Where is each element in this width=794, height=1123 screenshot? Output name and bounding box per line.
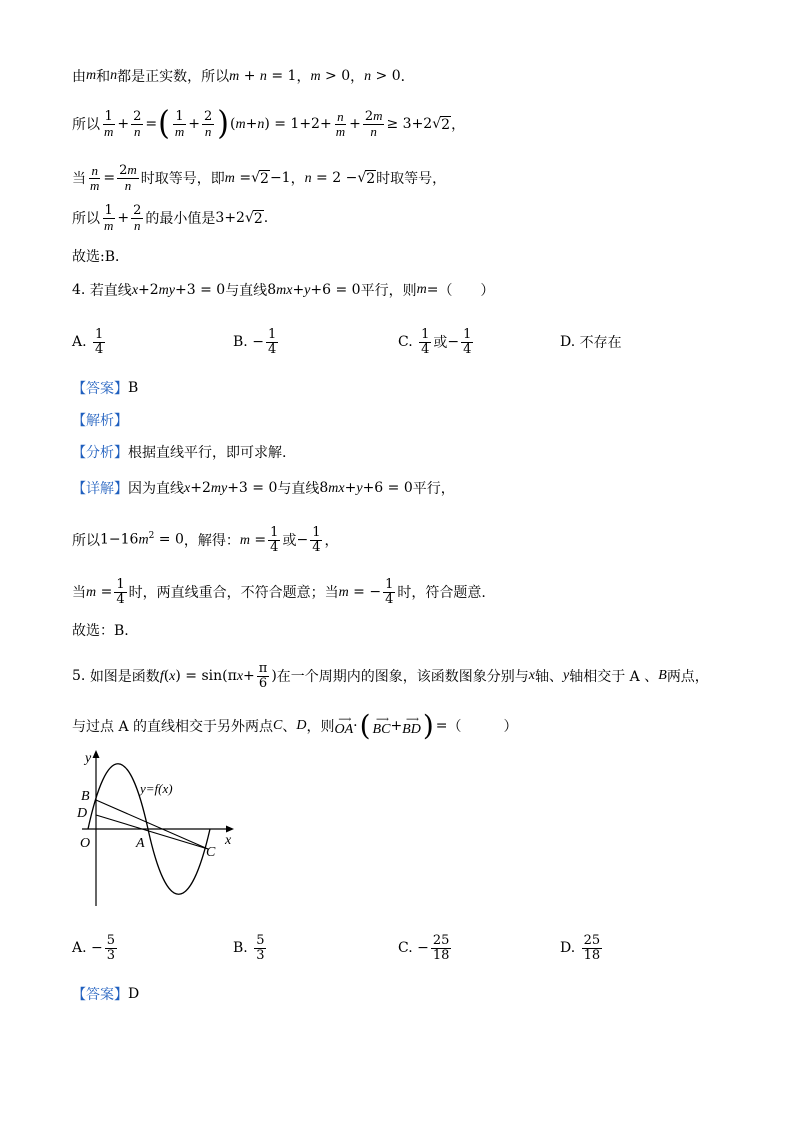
answer: D (128, 986, 140, 1002)
text-line-3: 当 $\frac{n}{m}$ = $\frac{2m}{n}$ 时取等号，即 m = √ 2 −1 ， n = 2 − √ 2 时取等号， (72, 162, 447, 193)
option-a[interactable]: A. $\frac{1}{4}$ (72, 326, 104, 357)
text: 和 (96, 69, 111, 85)
point-b-label: B (81, 789, 90, 804)
answer-tag: 【答案】 (72, 381, 128, 397)
text: 根据直线平行，即可求解. (128, 445, 287, 461)
question-5: 5. 如图是函数 f(x) = sin(πx+ $\frac{\pi}{6}$ ) 在一个周期内的图象，该函数图象分别与 x 轴、 y 轴相交于 A 、 B 两点， (72, 660, 709, 691)
analysis-tag: 【解析】 (72, 413, 128, 429)
solution-line-2: 当 m = $\frac{1}{4}$ 时，两直线重合，不符合题意；当 m = − $\frac{1}{4}$ 时，符合题意. (72, 576, 486, 607)
text: 若直线 (89, 283, 132, 299)
text: 或 (282, 533, 297, 549)
text-line-1: 由 m 和 n 都是正实数，所以 m + n = 1 ， m > 0 ， n > 0 ． (72, 67, 415, 85)
text: ， (350, 69, 365, 85)
q5-option-c[interactable]: C. − $\frac{25}{18}$ (398, 932, 450, 963)
text: 不存在 (579, 335, 622, 351)
text: 与直线 (277, 481, 320, 497)
option-label: B. (233, 940, 248, 956)
text: 都是正实数，所以 (117, 69, 230, 85)
text: 与过点 A 的直线相交于另外两点 (72, 719, 274, 735)
text: 因为直线 (128, 481, 184, 497)
text: 所以 (72, 533, 100, 549)
text: 如图是函数 (89, 669, 160, 685)
y-axis-arrow (93, 750, 100, 758)
text: 故选:B． (72, 249, 130, 265)
text: 由 (72, 69, 86, 85)
x-axis-label: x (225, 833, 232, 848)
text: ，则 (306, 719, 335, 735)
function-graph (72, 748, 242, 910)
q5-option-a[interactable]: A. − $\frac{5}{3}$ (72, 932, 116, 963)
question-4: 4. 若直线 x+2my+3 = 0 与直线 8mx+y+6 = 0 平行，则 m = （ ） (72, 281, 495, 299)
point-c-label: C (206, 845, 216, 860)
solution-line-3 (72, 612, 129, 648)
question-5-line-2: 与过点 A 的直线相交于另外两点 C 、 D ，则 ⟶ OA · ( ⟶ BC + ⟶ BD ) = （ ） (72, 709, 518, 742)
text: ． (400, 69, 415, 85)
text: 所以 (72, 211, 100, 227)
text-line-4: 所以 $\frac{1}{m}$ + $\frac{2}{n}$ 的最小值是 3+2 √ 2 . (72, 202, 269, 233)
option-b[interactable]: B. − $\frac{1}{4}$ (233, 326, 277, 357)
text: （ ） (438, 283, 495, 299)
origin-label: O (80, 836, 91, 851)
text: 平行，则 (360, 283, 417, 299)
point-a-label: A (136, 836, 145, 851)
text-line-2: 所以 $\frac{1}{m}$ + $\frac{2}{n}$ = ( $\frac{1}{m}$ + $\frac{2}{n}$ ) (m+n) = 1+2+ $\frac{n}{m}$ + $\frac{2m}{n}$ ≥ 3+2 √ 2 ， (72, 104, 466, 143)
text: 、 (282, 719, 297, 735)
text: ， (296, 69, 311, 85)
option-label: D. (560, 334, 576, 350)
curve-label: y=f(x) (140, 781, 173, 796)
option-label: D. (560, 940, 576, 956)
text: 在一个周期内的图象，该函数图象分别与 (276, 669, 529, 685)
solution-line-1: 所以 $1-16m^2 = 0$ ，解得： m = $\frac{1}{4}$ 或 − $\frac{1}{4}$ ， (72, 524, 339, 555)
point-d-label: D (77, 806, 88, 821)
option-label: B. (233, 334, 248, 350)
text: ， (451, 117, 466, 133)
text: 时取等号，即 (140, 171, 225, 187)
text: 平行， (412, 481, 455, 497)
text: 时，符合题意. (397, 585, 486, 601)
fenxi-tag: 【分析】 (72, 445, 128, 461)
text: 的最小值是 (145, 211, 216, 227)
text: 当 (72, 171, 86, 187)
option-c[interactable]: C. $\frac{1}{4}$ 或 − $\frac{1}{4}$ (398, 326, 472, 357)
q5-answer-line (72, 976, 139, 1012)
text: 与直线 (225, 283, 268, 299)
question-number: 5. (72, 668, 86, 684)
q5-option-b[interactable]: B. $\frac{5}{3}$ (233, 932, 265, 963)
text: . (263, 210, 269, 226)
option-d[interactable] (560, 322, 622, 362)
text: 或 (433, 335, 448, 351)
answer: B (128, 380, 139, 396)
text: ，解得： (183, 533, 240, 549)
option-label: C. (398, 334, 413, 350)
answer-line (72, 370, 138, 406)
question-number: 4. (72, 282, 86, 298)
option-label: A. (72, 940, 87, 956)
text: ， (290, 171, 305, 187)
x-axis-arrow (226, 826, 234, 833)
xiangjie-line: 【详解】 因为直线 x+2my+3 = 0 与直线 8mx+y+6 = 0 平行， (72, 479, 455, 497)
text: 当 (72, 585, 86, 601)
text: 两点， (666, 669, 709, 685)
text-line-5 (72, 238, 129, 274)
line-bc (96, 800, 208, 849)
text: 时取等号， (376, 171, 447, 187)
text: 轴、 (535, 669, 564, 685)
option-label: C. (398, 940, 413, 956)
y-axis-label: y (85, 751, 92, 766)
q5-option-d[interactable]: D. $\frac{25}{18}$ (560, 932, 601, 963)
analysis-line (72, 402, 128, 438)
option-label: A. (72, 334, 87, 350)
xiangjie-tag: 【详解】 (72, 481, 128, 497)
text: 轴相交于 A 、 (569, 669, 659, 685)
text: 时，两直线重合，不符合题意；当 (128, 585, 339, 601)
text: 故选：B. (72, 623, 129, 639)
text: 所以 (72, 117, 100, 133)
text: ， (324, 533, 339, 549)
fenxi-line (72, 434, 286, 470)
answer-tag: 【答案】 (72, 987, 128, 1003)
text: （ ） (447, 719, 518, 735)
